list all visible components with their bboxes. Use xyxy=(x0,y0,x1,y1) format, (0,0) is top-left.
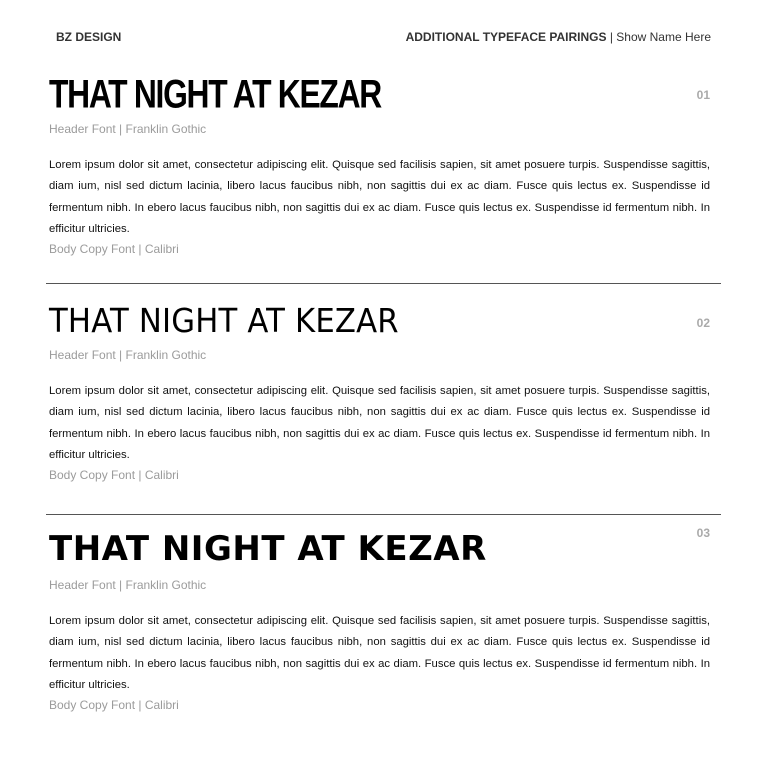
pairing-section-3 xyxy=(49,526,710,713)
section-number: 01 xyxy=(696,88,710,102)
brand-name: BZ DESIGN xyxy=(56,30,122,44)
section-divider xyxy=(46,514,721,515)
sample-body-text: Lorem ipsum dolor sit amet, consectetur adipiscing elit. Quisque sed facilisis sapien, sit amet posuere turpis. Suspendisse sagittis, diam ium, nisl sed dictum lacinia, libero lacus faucibus nibh, non sagittis dui ex ac diam. Fusce quis lectus ex. Suspendisse id fermentum nibh. In ebero lacus faucibus nibh, non sagittis dui ex ac diam. Fusce quis lectus ex. Suspendisse id fermentum nibh. In efficitur ultricies. xyxy=(49,615,710,691)
top-bar xyxy=(56,30,711,46)
pairing-section-1 xyxy=(49,71,710,257)
body-font-caption: Body Copy Font | Calibri xyxy=(49,698,179,713)
header-font-caption: Header Font | Franklin Gothic xyxy=(49,122,207,136)
sample-body-text: Lorem ipsum dolor sit amet, consectetur adipiscing elit. Quisque sed facilisis sapien, sit amet posuere turpis. Suspendisse sagittis, diam ium, nisl sed dictum lacinia, libero lacus faucibus nibh, non sagittis dui ex ac diam. Fusce quis lectus ex. Suspendisse id fermentum nibh. In ebero lacus faucibus nibh, non sagittis dui ex ac diam. Fusce quis lectus ex. Suspendisse id fermentum nibh. In efficitur ultricies. xyxy=(49,159,710,235)
body-font-caption: Body Copy Font | Calibri xyxy=(49,242,179,257)
body-font-caption: Body Copy Font | Calibri xyxy=(49,468,179,483)
section-divider xyxy=(46,283,721,284)
document-title xyxy=(406,30,711,44)
section-number: 03 xyxy=(696,526,710,540)
sample-headline: THAT NIGHT AT KEZAR xyxy=(49,71,381,117)
sample-headline: THAT NIGHT AT KEZAR xyxy=(49,301,399,340)
header-font-caption: Header Font | Franklin Gothic xyxy=(49,578,207,592)
section-number: 02 xyxy=(696,316,710,330)
document-title-main: ADDITIONAL TYPEFACE PAIRINGS xyxy=(405,30,607,44)
sample-headline: THAT NIGHT AT KEZAR xyxy=(49,529,487,569)
pairing-section-2 xyxy=(49,302,710,482)
document-title-show: | Show Name Here xyxy=(606,30,711,44)
sample-body-text: Lorem ipsum dolor sit amet, consectetur adipiscing elit. Quisque sed facilisis sapien, sit amet posuere turpis. Suspendisse sagittis, diam ium, nisl sed dictum lacinia, libero lacus faucibus nibh, non sagittis dui ex ac diam. Fusce quis lectus ex. Suspendisse id fermentum nibh. In ebero lacus faucibus nibh, non sagittis dui ex ac diam. Fusce quis lectus ex. Suspendisse id fermentum nibh. In efficitur ultricies. xyxy=(49,385,710,461)
header-font-caption: Header Font | Franklin Gothic xyxy=(49,348,207,362)
